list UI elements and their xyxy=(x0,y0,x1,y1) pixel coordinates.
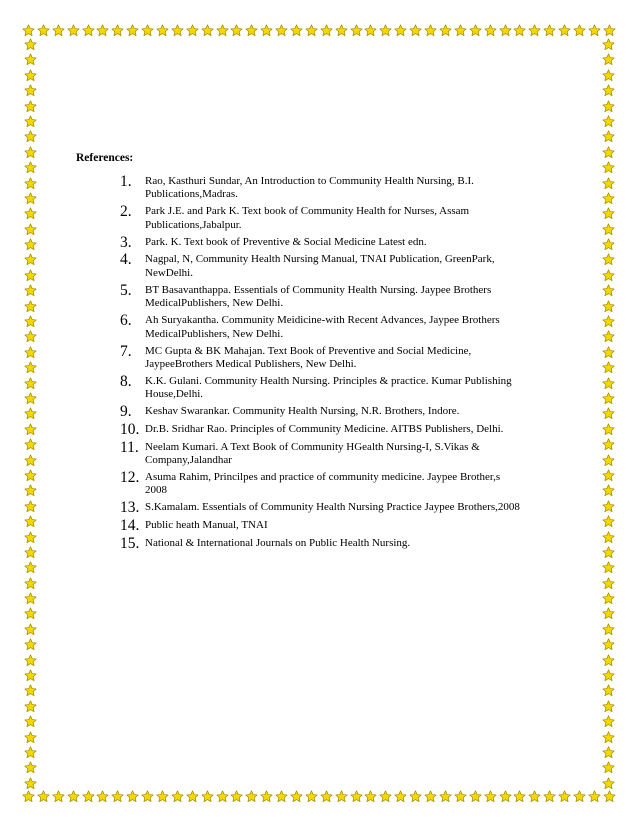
star-icon xyxy=(67,790,80,803)
star-icon xyxy=(24,454,37,467)
star-icon xyxy=(602,700,615,713)
star-icon xyxy=(602,607,615,620)
star-icon xyxy=(602,469,615,482)
star-icon xyxy=(171,24,184,37)
star-icon xyxy=(513,24,526,37)
reference-text: Park J.E. and Park K. Text book of Community Health for Nurses, Assam Publications,Jabalpur. xyxy=(145,205,470,231)
star-icon xyxy=(602,500,615,513)
reference-number: 4. xyxy=(120,251,132,269)
star-icon xyxy=(335,790,348,803)
star-icon xyxy=(602,207,615,220)
star-icon xyxy=(24,484,37,497)
reference-item xyxy=(120,404,520,419)
star-icon xyxy=(24,330,37,343)
star-icon xyxy=(24,269,37,282)
star-icon xyxy=(24,746,37,759)
star-icon xyxy=(24,654,37,667)
star-icon xyxy=(602,561,615,574)
star-icon xyxy=(602,100,615,113)
star-icon xyxy=(24,438,37,451)
star-icon xyxy=(558,790,571,803)
star-icon xyxy=(602,746,615,759)
star-icon xyxy=(201,790,214,803)
star-icon xyxy=(602,377,615,390)
star-icon xyxy=(602,654,615,667)
star-icon xyxy=(602,407,615,420)
star-icon xyxy=(22,24,35,37)
star-icon xyxy=(602,177,615,190)
reference-item xyxy=(120,283,520,311)
star-icon xyxy=(602,423,615,436)
star-icon xyxy=(409,790,422,803)
star-icon xyxy=(602,330,615,343)
star-icon xyxy=(24,192,37,205)
star-icon xyxy=(469,24,482,37)
reference-item xyxy=(120,470,520,498)
star-icon xyxy=(484,790,497,803)
star-icon xyxy=(24,161,37,174)
star-icon xyxy=(24,84,37,97)
star-icon xyxy=(602,192,615,205)
star-icon xyxy=(602,315,615,328)
star-icon xyxy=(602,454,615,467)
star-icon xyxy=(111,24,124,37)
star-icon xyxy=(602,84,615,97)
star-icon xyxy=(24,577,37,590)
star-icon xyxy=(364,24,377,37)
star-icon xyxy=(602,577,615,590)
star-icon xyxy=(275,24,288,37)
star-icon xyxy=(141,24,154,37)
star-icon xyxy=(245,24,258,37)
star-icon xyxy=(439,790,452,803)
star-icon xyxy=(602,115,615,128)
star-icon xyxy=(82,790,95,803)
star-icon xyxy=(602,638,615,651)
star-icon xyxy=(588,24,601,37)
reference-text: Park. K. Text book of Preventive & Social Medicine Latest edn. xyxy=(145,235,427,248)
star-icon xyxy=(24,284,37,297)
star-icon xyxy=(528,790,541,803)
star-icon xyxy=(499,24,512,37)
star-icon xyxy=(454,790,467,803)
star-icon xyxy=(320,24,333,37)
star-icon xyxy=(379,24,392,37)
star-border-bottom xyxy=(22,788,616,804)
star-icon xyxy=(424,24,437,37)
star-icon xyxy=(602,731,615,744)
star-icon xyxy=(275,790,288,803)
star-icon xyxy=(454,24,467,37)
reference-text: National & International Journals on Public Health Nursing. xyxy=(145,536,411,549)
star-icon xyxy=(305,24,318,37)
star-icon xyxy=(96,24,109,37)
star-border-right xyxy=(600,38,616,790)
star-icon xyxy=(24,253,37,266)
star-icon xyxy=(602,69,615,82)
star-icon xyxy=(126,790,139,803)
reference-number: 8. xyxy=(120,373,132,391)
star-icon xyxy=(111,790,124,803)
star-icon xyxy=(230,790,243,803)
star-icon xyxy=(24,315,37,328)
star-icon xyxy=(171,790,184,803)
star-icon xyxy=(335,24,348,37)
star-icon xyxy=(602,438,615,451)
reference-text: Neelam Kumari. A Text Book of Community HGealth Nursing-I, S.Vikas & Company,Jalandhar xyxy=(145,440,480,467)
star-icon xyxy=(24,684,37,697)
star-icon xyxy=(573,24,586,37)
star-icon xyxy=(37,24,50,37)
star-icon xyxy=(260,24,273,37)
star-icon xyxy=(528,24,541,37)
star-icon xyxy=(24,100,37,113)
star-icon xyxy=(24,561,37,574)
reference-number: 5. xyxy=(120,281,132,299)
star-icon xyxy=(24,500,37,513)
star-icon xyxy=(24,669,37,682)
star-icon xyxy=(216,24,229,37)
star-icon xyxy=(24,69,37,82)
star-icon xyxy=(439,24,452,37)
reference-number: 9. xyxy=(120,403,132,421)
star-icon xyxy=(201,24,214,37)
reference-text: K.K. Gulani. Community Health Nursing. Principles & practice. Kumar Publishing House,Delhi. xyxy=(145,375,512,401)
star-icon xyxy=(394,24,407,37)
star-icon xyxy=(24,407,37,420)
star-icon xyxy=(24,146,37,159)
star-icon xyxy=(24,177,37,190)
star-icon xyxy=(24,377,37,390)
star-icon xyxy=(320,790,333,803)
star-icon xyxy=(603,24,616,37)
star-icon xyxy=(290,790,303,803)
star-icon xyxy=(216,790,229,803)
reference-item xyxy=(120,344,520,372)
star-icon xyxy=(588,790,601,803)
reference-item xyxy=(120,374,520,402)
reference-number: 1. xyxy=(120,173,132,190)
reference-text: MC Gupta & BK Mahajan. Text Book of Preventive and Social Medicine, JaypeeBrothers Medical Publishers, New Delhi. xyxy=(145,344,472,371)
star-icon xyxy=(24,546,37,559)
reference-item xyxy=(120,422,520,437)
reference-number: 10. xyxy=(120,421,140,439)
star-icon xyxy=(364,790,377,803)
star-icon xyxy=(602,161,615,174)
star-icon xyxy=(96,790,109,803)
star-icon xyxy=(156,24,169,37)
star-icon xyxy=(602,361,615,374)
star-icon xyxy=(24,700,37,713)
star-icon xyxy=(156,790,169,803)
star-icon xyxy=(602,592,615,605)
star-icon xyxy=(602,38,615,51)
star-icon xyxy=(573,790,586,803)
reference-text: Ah Suryakantha. Community Meidicine-with Recent Advances, Jaypee Brothers MedicalPublishers, New Delhi. xyxy=(145,314,500,340)
star-icon xyxy=(602,515,615,528)
star-icon xyxy=(24,623,37,636)
star-icon xyxy=(602,669,615,682)
star-icon xyxy=(602,130,615,143)
star-icon xyxy=(24,592,37,605)
star-icon xyxy=(37,790,50,803)
star-icon xyxy=(602,53,615,66)
star-icon xyxy=(602,623,615,636)
star-icon xyxy=(603,790,616,803)
star-icon xyxy=(67,24,80,37)
star-icon xyxy=(260,790,273,803)
star-icon xyxy=(230,24,243,37)
reference-text: Nagpal, N, Community Health Nursing Manual, TNAI Publication, GreenPark, NewDelhi. xyxy=(145,253,495,279)
star-icon xyxy=(24,423,37,436)
star-icon xyxy=(24,731,37,744)
reference-number: 13. xyxy=(120,499,140,517)
reference-item xyxy=(120,500,520,515)
star-icon xyxy=(602,284,615,297)
reference-text: BT Basavanthappa. Essentials of Community Health Nursing. Jaypee Brothers MedicalPublishers, New Delhi. xyxy=(145,283,492,310)
star-icon xyxy=(558,24,571,37)
reference-list xyxy=(120,174,520,553)
star-icon xyxy=(602,484,615,497)
star-icon xyxy=(24,715,37,728)
star-icon xyxy=(52,790,65,803)
reference-item xyxy=(120,235,520,250)
star-border-left xyxy=(22,38,38,790)
star-icon xyxy=(602,777,615,790)
star-border-top xyxy=(22,22,616,38)
star-icon xyxy=(543,790,556,803)
star-icon xyxy=(409,24,422,37)
reference-item xyxy=(120,204,520,232)
star-icon xyxy=(245,790,258,803)
star-icon xyxy=(24,361,37,374)
star-icon xyxy=(424,790,437,803)
star-icon xyxy=(186,790,199,803)
star-icon xyxy=(24,469,37,482)
star-icon xyxy=(305,790,318,803)
reference-number: 6. xyxy=(120,312,132,330)
star-icon xyxy=(394,790,407,803)
star-icon xyxy=(350,790,363,803)
star-icon xyxy=(602,546,615,559)
star-icon xyxy=(379,790,392,803)
reference-number: 2. xyxy=(120,203,132,221)
star-icon xyxy=(24,207,37,220)
reference-item xyxy=(120,518,520,533)
star-icon xyxy=(602,392,615,405)
reference-text: Rao, Kasthuri Sundar, An Introduction to Community Health Nursing, B.I. Publications,Madras. xyxy=(145,175,474,201)
star-icon xyxy=(543,24,556,37)
star-icon xyxy=(602,531,615,544)
star-icon xyxy=(602,715,615,728)
star-icon xyxy=(513,790,526,803)
star-icon xyxy=(484,24,497,37)
star-icon xyxy=(602,761,615,774)
star-icon xyxy=(499,790,512,803)
star-icon xyxy=(290,24,303,37)
reference-number: 12. xyxy=(120,469,140,487)
star-icon xyxy=(24,761,37,774)
star-icon xyxy=(24,53,37,66)
reference-text: Keshav Swarankar. Community Health Nursing, N.R. Brothers, Indore. xyxy=(145,405,460,418)
reference-item xyxy=(120,252,520,280)
reference-text: Asuma Rahim, Princilpes and practice of community medicine. Jaypee Brother,s 2008 xyxy=(145,471,501,497)
star-icon xyxy=(82,24,95,37)
star-icon xyxy=(602,253,615,266)
star-icon xyxy=(24,38,37,51)
star-icon xyxy=(24,777,37,790)
reference-item xyxy=(120,313,520,341)
star-icon xyxy=(24,115,37,128)
references-heading: References: xyxy=(76,152,134,164)
star-icon xyxy=(24,130,37,143)
star-icon xyxy=(52,24,65,37)
star-icon xyxy=(602,346,615,359)
star-icon xyxy=(24,607,37,620)
star-icon xyxy=(186,24,199,37)
reference-number: 14. xyxy=(120,517,140,535)
reference-number: 7. xyxy=(120,342,132,360)
reference-item xyxy=(120,536,520,551)
star-icon xyxy=(602,238,615,251)
star-icon xyxy=(24,300,37,313)
reference-number: 3. xyxy=(120,233,132,251)
reference-number: 15. xyxy=(120,534,140,552)
star-icon xyxy=(602,684,615,697)
reference-text: Public heath Manual, TNAI xyxy=(145,519,268,532)
star-icon xyxy=(602,269,615,282)
reference-item xyxy=(120,440,520,468)
star-icon xyxy=(22,790,35,803)
star-icon xyxy=(602,300,615,313)
reference-item xyxy=(120,174,520,202)
star-icon xyxy=(469,790,482,803)
star-icon xyxy=(24,638,37,651)
star-icon xyxy=(24,392,37,405)
reference-text: S.Kamalam. Essentials of Community Health Nursing Practice Jaypee Brothers,2008 xyxy=(145,501,520,514)
star-icon xyxy=(24,223,37,236)
star-icon xyxy=(24,346,37,359)
star-icon xyxy=(602,223,615,236)
star-icon xyxy=(141,790,154,803)
reference-text: Dr.B. Sridhar Rao. Principles of Community Medicine. AITBS Publishers, Delhi. xyxy=(145,423,504,436)
star-icon xyxy=(24,531,37,544)
star-icon xyxy=(126,24,139,37)
star-icon xyxy=(350,24,363,37)
star-icon xyxy=(24,238,37,251)
star-icon xyxy=(24,515,37,528)
star-icon xyxy=(602,146,615,159)
reference-number: 11. xyxy=(120,438,139,456)
